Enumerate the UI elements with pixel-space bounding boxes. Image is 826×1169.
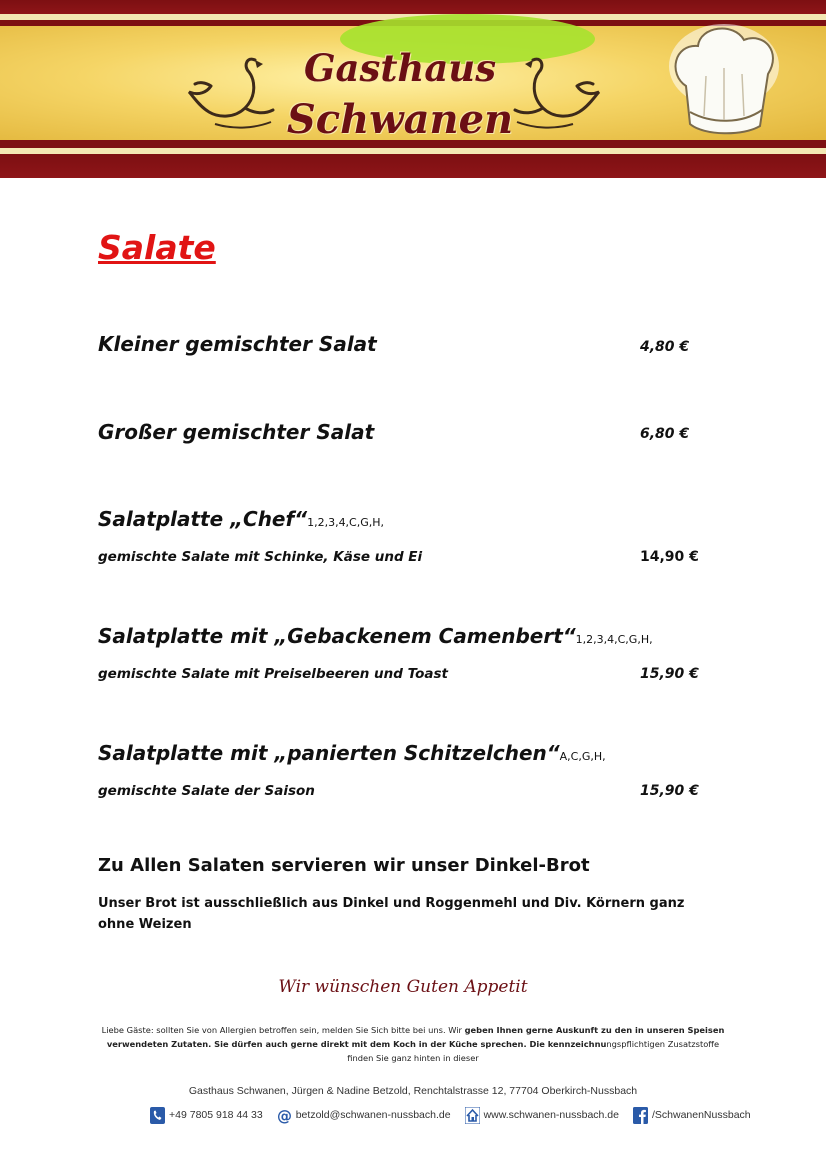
allergy-note-part3: ngspflichtigen Zusatzstoffe finden Sie ganz hinten in dieser [347,1039,720,1063]
appetit-text: Wir wünschen Guten Appetit [278,977,528,997]
svg-text:@: @ [276,1106,292,1124]
item-name-text: Salatplatte mit „Gebackenem Camenbert“ [98,624,576,648]
item-allergens: 1,2,3,4,C,G,H, [307,516,385,529]
allergy-note-part1: Liebe Gäste: sollten Sie von Allergien betroffen sein, melden Sie Sich bitte bei uns. Wir [101,1025,465,1035]
footer-address: Gasthaus Schwanen, Jürgen & Nadine Betzold, Renchtalstrasse 12, 77704 Oberkirch-Nussbach [188,1085,638,1097]
item-name-text: Kleiner gemischter Salat [98,332,377,356]
swan-icon [185,52,280,132]
item-price: 14,90 € [640,549,699,565]
home-icon [465,1107,480,1124]
item-price: 15,90 € [640,783,699,799]
item-name [98,420,374,444]
page-title: Salate [98,228,216,267]
phone-icon [150,1107,165,1124]
appetit-line [0,977,826,997]
item-price: 15,90 € [640,666,699,682]
item-description: gemischte Salate der Saison [98,783,315,799]
footer-email[interactable]: betzold@schwanen-nussbach.de [295,1109,451,1121]
bread-title: Zu Allen Salaten servieren wir unser Dinkel-Brot [98,855,590,876]
item-name [98,332,377,356]
item-name-text: Großer gemischter Salat [98,420,375,444]
item-name [98,507,384,531]
item-name-text: Salatplatte „Chef“ [98,507,308,531]
item-description: gemischte Salate mit Schinke, Käse und Ei [98,549,423,565]
footer-facebook[interactable]: /SchwanenNussbach [651,1109,751,1121]
facebook-icon [633,1107,648,1124]
item-price: 4,80 € [640,339,690,355]
item-price: 6,80 € [640,426,690,442]
banner-title-line2: Schwanen [286,96,514,143]
allergy-note [98,1023,728,1065]
header-banner [0,0,826,178]
allergy-note-part2: geben Ihnen gerne Auskunft zu den in unseren Speisen verwendeten Zutaten. Sie dürfen auch gerne direkt mit dem Koch in der Küche sprechen. Die kennzeichnu [106,1025,725,1049]
chef-hat-icon [664,16,784,156]
item-name [98,624,653,648]
banner-title-line1: Gasthaus [303,46,497,90]
at-icon [277,1107,292,1124]
item-allergens: 1,2,3,4,C,G,H, [575,633,653,646]
bread-text: Unser Brot ist ausschließlich aus Dinkel und Roggenmehl und Div. Körnern ganz ohne Weizen [98,896,685,932]
item-name [98,741,606,765]
item-description: gemischte Salate mit Preiselbeeren und Toast [98,666,448,682]
item-name-text: Salatplatte mit „panierten Schitzelchen“ [98,741,560,765]
footer-contacts [150,1104,751,1126]
footer-phone[interactable]: +49 7805 918 44 33 [169,1109,263,1121]
item-allergens: A,C,G,H, [559,750,606,763]
footer-website[interactable]: www.schwanen-nussbach.de [483,1109,619,1121]
